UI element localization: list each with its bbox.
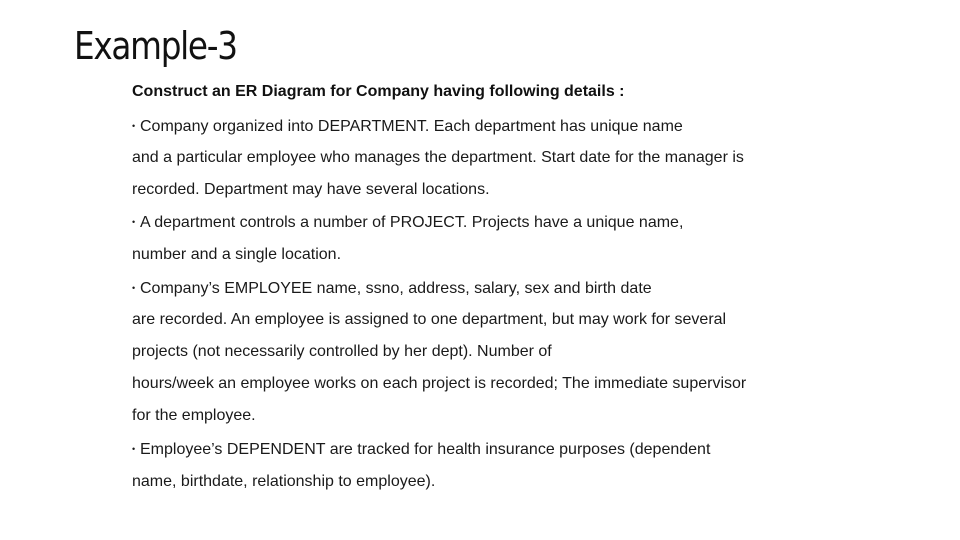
bullet-line bbox=[132, 116, 683, 137]
bullet-line bbox=[132, 278, 652, 299]
bullet-icon: • bbox=[132, 217, 136, 227]
bullet-line bbox=[132, 439, 710, 460]
bullet-icon: • bbox=[132, 121, 136, 131]
body-line: recorded. Department may have several locations. bbox=[132, 181, 490, 198]
body-line: name, birthdate, relationship to employee). bbox=[132, 473, 436, 490]
line-text: Employee’s DEPENDENT are tracked for health insurance purposes (dependent bbox=[140, 441, 711, 458]
bullet-icon: • bbox=[132, 283, 136, 293]
body-line: for the employee. bbox=[132, 407, 256, 424]
body-heading: Construct an ER Diagram for Company having following details : bbox=[132, 83, 625, 100]
body-line: number and a single location. bbox=[132, 246, 342, 263]
body-line: and a particular employee who manages the department. Start date for the manager is bbox=[132, 149, 744, 166]
body-line: are recorded. An employee is assigned to one department, but may work for several bbox=[132, 311, 727, 328]
line-text: Company’s EMPLOYEE name, ssno, address, salary, sex and birth date bbox=[140, 280, 652, 297]
line-text: A department controls a number of PROJECT. Projects have a unique name, bbox=[140, 214, 684, 231]
body-line: hours/week an employee works on each project is recorded; The immediate supervisor bbox=[132, 375, 747, 392]
line-text: Company organized into DEPARTMENT. Each department has unique name bbox=[140, 118, 683, 135]
slide-title: Example-3 bbox=[74, 24, 237, 68]
bullet-line bbox=[132, 212, 683, 233]
bullet-icon: • bbox=[132, 444, 136, 454]
body-line: projects (not necessarily controlled by her dept). Number of bbox=[132, 343, 552, 360]
